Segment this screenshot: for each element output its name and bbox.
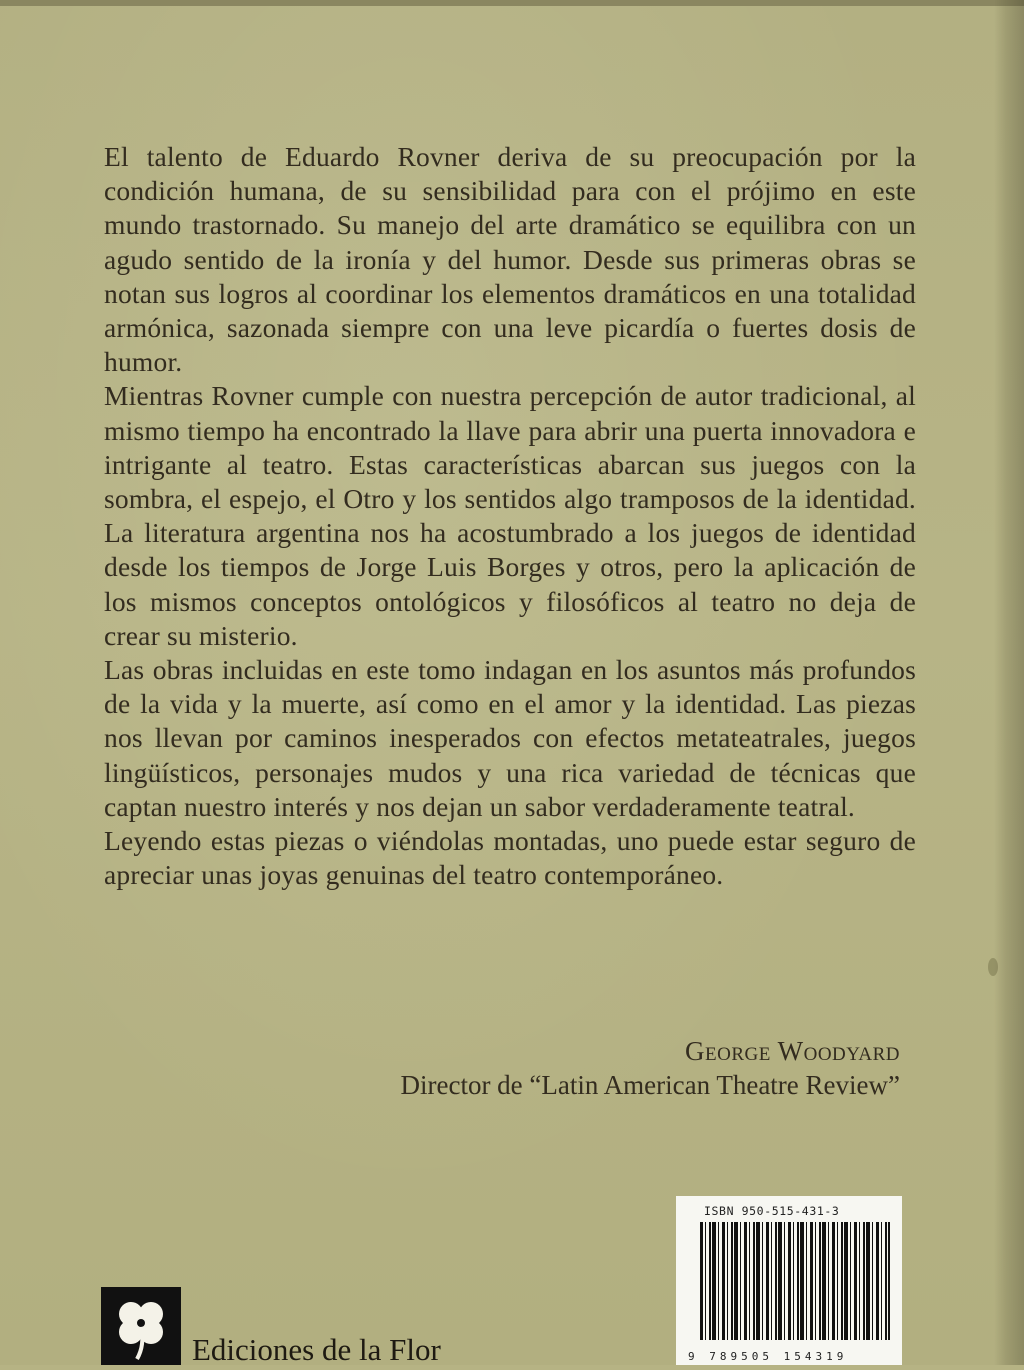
cover-top-edge	[0, 0, 1024, 6]
cover-right-edge	[994, 0, 1024, 1365]
isbn-number: ISBN 950-515-431-3	[704, 1204, 840, 1218]
four-leaf-clover-icon	[101, 1287, 181, 1365]
publisher-logo	[101, 1287, 181, 1365]
ean-number: 9 789505 154319	[688, 1350, 898, 1363]
signature-block	[400, 1034, 900, 1102]
barcode	[676, 1196, 902, 1365]
blurb-paragraph-3: Las obras incluidas en este tomo indagan en los asuntos más profundos de la vida y la muerte, así como en el amor y la identidad. Las piezas nos llevan por caminos inesperados con efectos metateatrales, juegos lingüísticos, personajes mudos y una rica variedad de técnicas que captan nuestro interés y nos dejan un sabor verdaderamente teatral.	[104, 654, 916, 822]
blurb-paragraph-2: Mientras Rovner cumple con nuestra percepción de autor tradicional, al mismo tiempo ha encontrado la llave para abrir una puerta innovadora e intrigante al teatro. Estas características abarcan sus juegos con la sombra, el espejo, el Otro y los sentidos algo tramposos de la identidad. La literatura argentina nos ha acostumbrado a los juegos de identidad desde los tiempos de Jorge Luis Borges y otros, pero la aplicación de los mismos conceptos ontológicos y filosóficos al teatro no deja de crear su misterio.	[104, 380, 916, 651]
blurb-text	[104, 140, 916, 892]
cover-blemish	[988, 958, 998, 976]
signature-role: Director de “Latin American Theatre Review”	[400, 1070, 900, 1100]
signature-name: George Woodyard	[685, 1036, 900, 1066]
blurb-paragraph-4: Leyendo estas piezas o viéndolas montadas, uno puede estar seguro de apreciar unas joyas genuinas del teatro contemporáneo.	[104, 825, 916, 891]
blurb-paragraph-1: El talento de Eduardo Rovner deriva de su preocupación por la condición humana, de su sensibilidad para con el prójimo en este mundo trastornado. Su manejo del arte dramático se equilibra con un agudo sentido de la ironía y del humor. Desde sus primeras obras se notan sus logros al coordinar los elementos dramáticos en una totalidad armónica, sazonada siempre con una leve picardía o fuertes dosis de humor.	[104, 141, 916, 378]
publisher-name: Ediciones de la Flor	[192, 1332, 441, 1367]
barcode-bars	[700, 1222, 890, 1340]
